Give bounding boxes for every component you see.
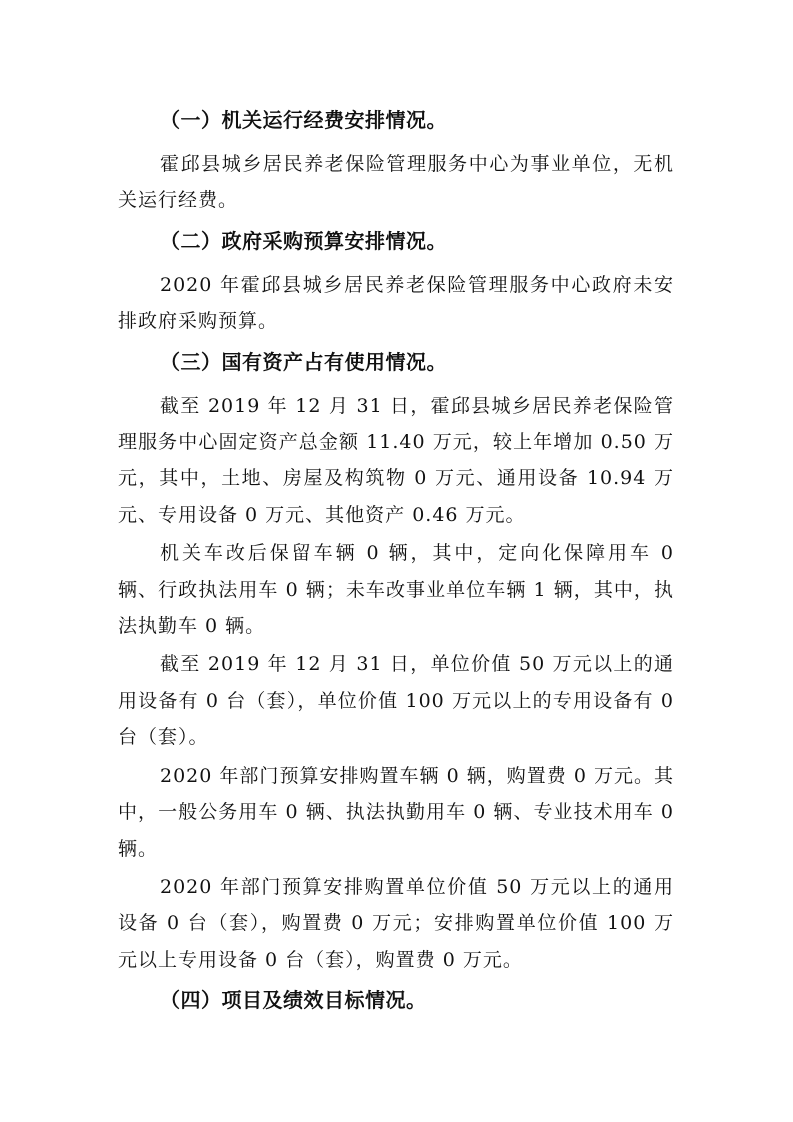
section-heading-projects-performance: （四）项目及绩效目标情况。: [160, 988, 427, 1013]
paragraph-vehicles: 机关车改后保留车辆 0 辆，其中，定向化保障用车 0 辆、行政执法用车 0 辆；未车改事业单位车辆 1 辆，其中，执法执勤车 0 辆。: [118, 542, 674, 638]
section-heading-office-expenses: （一）机关运行经费安排情况。: [160, 108, 447, 132]
section-heading-procurement: （二）政府采购预算安排情况。: [160, 228, 447, 253]
paragraph-procurement: 2020 年霍邱县城乡居民养老保险管理服务中心政府未安排政府采购预算。: [118, 273, 674, 333]
section-heading-state-assets: （三）国有资产占有使用情况。: [160, 349, 447, 374]
paragraph-equipment-purchase: 2020 年部门预算安排购置单位价值 50 万元以上的通用设备 0 台（套），购置费 0 万元；安排购置单位价值 100 万元以上专用设备 0 台（套），购置费 0 万元。: [118, 875, 674, 971]
paragraph-equipment: 截至 2019 年 12 月 31 日，单位价值 50 万元以上的通用设备有 0 台（套），单位价值 100 万元以上的专用设备有 0 台（套）。: [118, 653, 674, 749]
paragraph-vehicle-purchase: 2020 年部门预算安排购置车辆 0 辆，购置费 0 万元。其中，一般公务用车 0 辆、执法执勤用车 0 辆、专业技术用车 0 辆。: [118, 764, 674, 860]
paragraph-office-expenses: 霍邱县城乡居民养老保险管理服务中心为事业单位，无机关运行经费。: [118, 153, 674, 212]
paragraph-fixed-assets: 截至 2019 年 12 月 31 日，霍邱县城乡居民养老保险管理服务中心固定资产总金额 11.40 万元，较上年增加 0.50 万元，其中，土地、房屋及构筑物 0 万元、通用设备 10.94 万元、专用设备 0 万元、其他资产 0.46 万元。: [118, 394, 674, 526]
document-body: [118, 100, 674, 1026]
